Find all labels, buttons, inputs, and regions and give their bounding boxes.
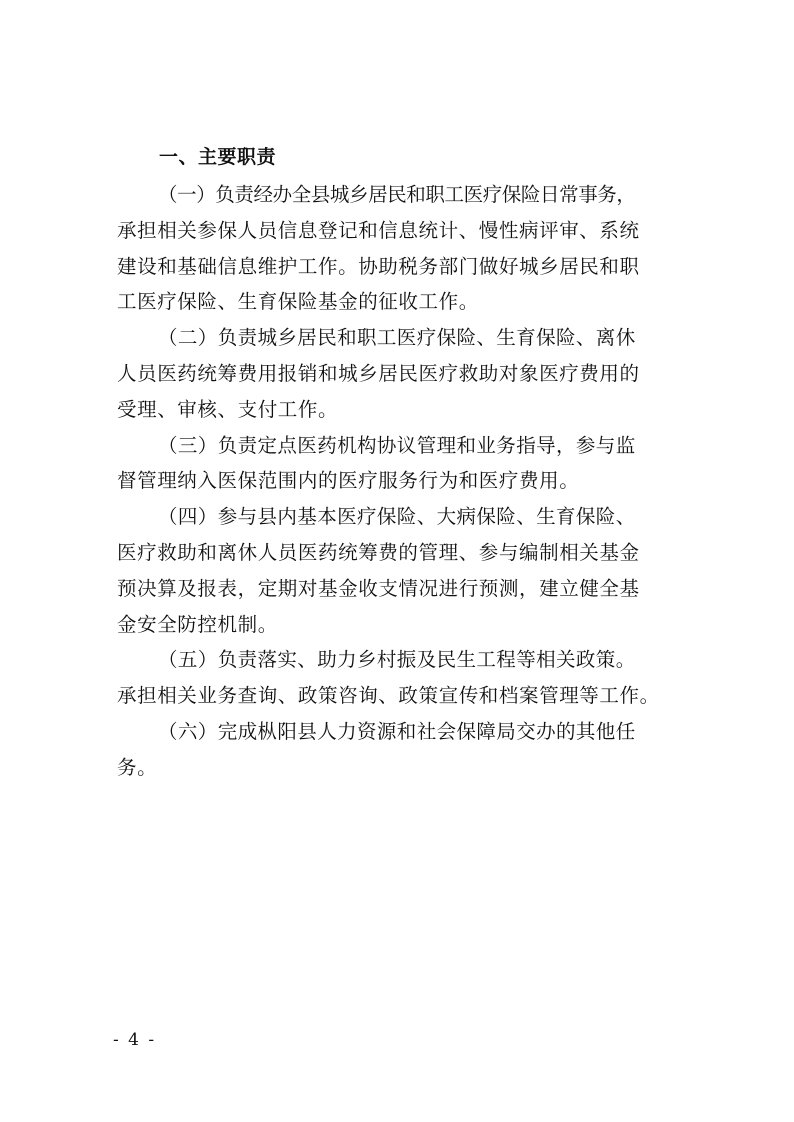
paragraph-line: 承担相关业务查询、政策咨询、政策宣传和档案管理等工作。 xyxy=(117,684,660,708)
paragraph-4 xyxy=(117,499,677,642)
paragraph-line: （五）负责落实、助力乡村振及民生工程等相关政策。 xyxy=(158,648,636,672)
paragraph-line: （六）完成枞阳县人力资源和社会保障局交办的其他任 xyxy=(158,719,636,743)
paragraph-line: 建设和基础信息维护工作。协助税务部门做好城乡居民和职 xyxy=(117,254,640,278)
paragraph-5 xyxy=(117,642,677,714)
paragraph-1 xyxy=(117,177,677,320)
paragraph-line: （一）负责经办全县城乡居民和职工医疗保险日常事务， xyxy=(158,183,636,206)
paragraph-line: （四）参与县内基本医疗保险、大病保险、生育保险、 xyxy=(158,505,636,529)
paragraph-line: 金安全防控机制。 xyxy=(117,612,278,636)
paragraph-line: 务。 xyxy=(117,755,158,779)
paragraph-2 xyxy=(117,320,677,427)
page-number: - 4 - xyxy=(113,1030,157,1050)
paragraph-line: 预决算及报表，定期对基金收支情况进行预测，建立健全基 xyxy=(117,576,640,600)
paragraph-line: 受理、审核、支付工作。 xyxy=(117,397,339,421)
paragraph-line: （三）负责定点医药机构协议管理和业务指导，参与监 xyxy=(158,433,636,457)
paragraph-line: 督管理纳入医保范围内的医疗服务行为和医疗费用。 xyxy=(117,469,580,493)
paragraph-line: 工医疗保险、生育保险基金的征收工作。 xyxy=(117,290,479,314)
paragraph-line: 医疗救助和离休人员医药统筹费的管理、参与编制相关基金 xyxy=(117,540,640,564)
document-body xyxy=(117,140,677,786)
paragraph-6 xyxy=(117,714,677,786)
paragraph-line: （二）负责城乡居民和职工医疗保险、生育保险、离休 xyxy=(158,326,636,350)
paragraph-3 xyxy=(117,428,677,500)
paragraph-line: 承担相关参保人员信息登记和信息统计、慢性病评审、系统 xyxy=(117,218,640,242)
section-title: 一、主要职责 xyxy=(159,146,277,168)
paragraph-line: 人员医药统筹费用报销和城乡居民医疗救助对象医疗费用的 xyxy=(117,361,640,385)
